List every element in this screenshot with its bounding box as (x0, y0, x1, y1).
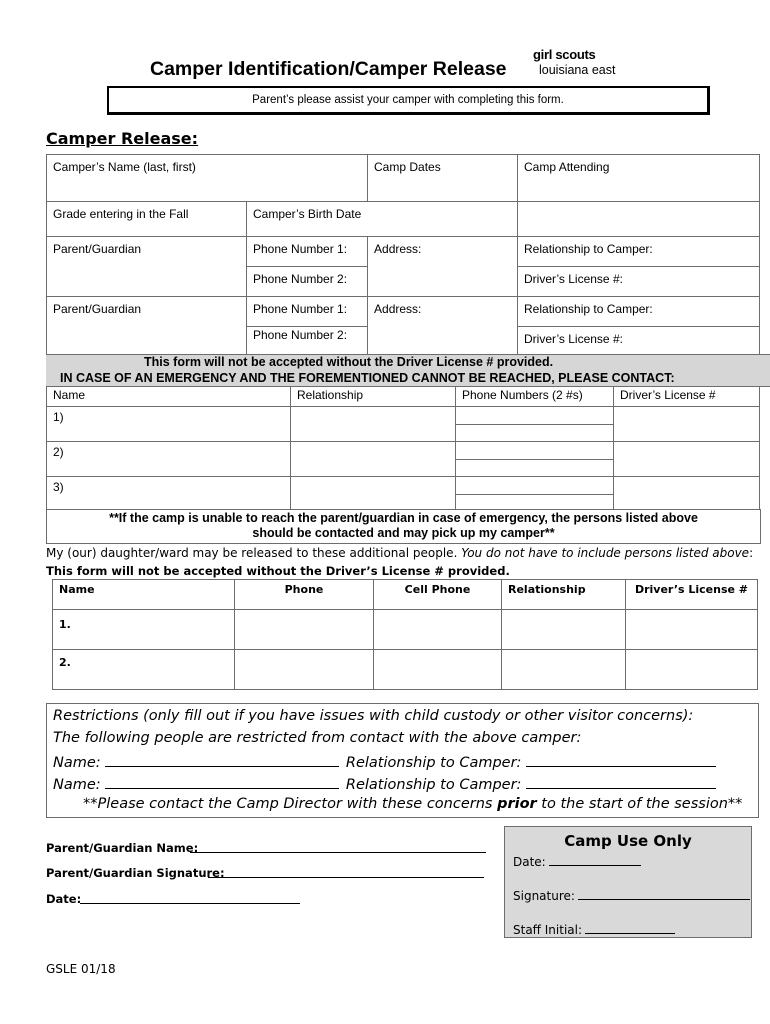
emergency-contact-heading: IN CASE OF AN EMERGENCY AND THE FOREMENTIONED CANNOT BE REACHED, PLEASE CONTACT: (60, 371, 675, 385)
license-notice-bar (46, 354, 770, 387)
p1-relationship-label: Relationship to Camper: (524, 242, 653, 256)
logo-text-girl-scouts: girl scouts (533, 47, 596, 62)
restricted-relationship-2-line[interactable] (526, 774, 716, 789)
parent-signature-line[interactable] (208, 877, 484, 878)
p1-license-label: Driver’s License #: (524, 272, 623, 286)
phone-divider (456, 494, 613, 495)
p2-relationship-field[interactable] (518, 297, 760, 327)
emergency-header-relationship: Relationship (291, 387, 456, 407)
camp-use-title: Camp Use Only (564, 832, 692, 850)
license-required-notice: This form will not be accepted without the Driver License # provided. (144, 355, 554, 369)
campers-name-label: Camper’s Name (last, first) (53, 160, 196, 174)
parent-name-label: Parent/Guardian Name: (46, 841, 199, 855)
p2-license-field[interactable] (518, 327, 760, 355)
emergency-row-1-relationship[interactable] (291, 407, 456, 442)
addl-row-1-name[interactable]: 1. (53, 610, 235, 650)
birth-date-field[interactable] (247, 202, 518, 237)
camp-use-only-box (504, 826, 752, 938)
p2-phone2-label: Phone Number 2: (253, 328, 348, 342)
restrictions-line2: The following people are restricted from contact with the above camper: (53, 730, 582, 746)
addl-header-cell-phone: Cell Phone (374, 580, 502, 610)
camp-use-signature-line[interactable] (578, 887, 750, 900)
grade-field[interactable] (47, 202, 247, 237)
restricted-name-1-line[interactable] (105, 752, 339, 767)
addl-row-1-phone[interactable] (235, 610, 374, 650)
parent-guardian-1-field[interactable] (47, 237, 247, 297)
p1-phone2-label: Phone Number 2: (253, 272, 348, 286)
emergency-row-3-name[interactable]: 3) (47, 477, 291, 510)
addl-header-name: Name (53, 580, 235, 610)
parent-date-line[interactable] (80, 903, 300, 904)
addl-header-relationship: Relationship (502, 580, 626, 610)
addl-row-1-license[interactable] (626, 610, 758, 650)
addl-row-2-cell[interactable] (374, 650, 502, 690)
emergency-note-line1: **If the camp is unable to reach the parent/guardian in case of emergency, the persons listed above (109, 511, 698, 525)
camp-dates-label: Camp Dates (374, 160, 441, 174)
emergency-row-1-phones[interactable] (456, 407, 614, 442)
grade-label: Grade entering in the Fall (53, 207, 189, 221)
emergency-contact-table (46, 386, 760, 510)
addl-row-2-relationship[interactable] (502, 650, 626, 690)
p1-phone1-field[interactable] (247, 237, 368, 267)
girl-scouts-logo (533, 33, 633, 79)
emergency-row-2-license[interactable] (614, 442, 760, 477)
additional-release-italic: You do not have to include persons listed above (461, 546, 750, 560)
p1-phone2-field[interactable] (247, 267, 368, 297)
emergency-row-3-license[interactable] (614, 477, 760, 510)
parent-name-line[interactable] (190, 852, 486, 853)
parent-date-label: Date: (46, 892, 82, 906)
addl-row-2-phone[interactable] (235, 650, 374, 690)
emergency-row-1-name[interactable]: 1) (47, 407, 291, 442)
camper-release-table (46, 154, 760, 355)
birth-date-label: Camper’s Birth Date (253, 207, 362, 221)
camp-use-date-label: Date: (513, 855, 546, 869)
emergency-note-line2: should be contacted and may pick up my camper** (252, 526, 555, 540)
camp-use-signature (513, 887, 750, 903)
restrictions-note-start: **Please contact the Camp Director with these concerns (83, 796, 498, 812)
emergency-row-3-relationship[interactable] (291, 477, 456, 510)
emergency-row-3-phones[interactable] (456, 477, 614, 510)
p2-address-label: Address: (374, 302, 422, 316)
emergency-row-2-relationship[interactable] (291, 442, 456, 477)
restrictions-director-note (83, 796, 742, 812)
camp-use-staff-initial-line[interactable] (585, 921, 675, 934)
additional-release-normal: My (our) daughter/ward may be released to these additional people. (46, 546, 462, 560)
addl-row-1-cell[interactable] (374, 610, 502, 650)
parent-signature-label: Parent/Guardian Signature: (46, 866, 225, 880)
additional-license-requirement: This form will not be accepted without the Driver’s License # provided. (46, 564, 510, 578)
additional-release-table (52, 579, 758, 690)
instructions-box: Parent’s please assist your camper with completing this form. (107, 86, 710, 115)
emergency-header-name: Name (47, 387, 291, 407)
restricted-person-1 (53, 752, 716, 771)
camp-use-signature-label: Signature: (513, 889, 575, 903)
restricted-relationship-1-line[interactable] (526, 752, 716, 767)
camp-use-date-line[interactable] (549, 853, 641, 866)
addl-row-1-relationship[interactable] (502, 610, 626, 650)
p2-phone1-label: Phone Number 1: (253, 302, 348, 316)
camper-release-heading: Camper Release: (46, 129, 199, 148)
p2-address-field[interactable] (368, 297, 518, 355)
emergency-row-1-license[interactable] (614, 407, 760, 442)
camp-attending-field[interactable] (518, 155, 760, 202)
emergency-pickup-note (46, 509, 761, 544)
restricted-relationship-label: Relationship to Camper: (345, 777, 522, 793)
additional-release-colon: : (749, 546, 754, 560)
parent-guardian-1-label: Parent/Guardian (53, 242, 142, 256)
form-code: GSLE 01/18 (46, 962, 116, 976)
p1-license-field[interactable] (518, 267, 760, 297)
camp-use-date (513, 853, 641, 869)
parent-guardian-2-label: Parent/Guardian (53, 302, 142, 316)
emergency-header-license: Driver’s License # (614, 387, 760, 407)
emergency-row-2-phones[interactable] (456, 442, 614, 477)
blank-cell (518, 202, 760, 237)
camp-attending-label: Camp Attending (524, 160, 610, 174)
restricted-name-2-line[interactable] (105, 774, 339, 789)
addl-header-phone: Phone (235, 580, 374, 610)
p1-relationship-field[interactable] (518, 237, 760, 267)
p1-phone1-label: Phone Number 1: (253, 242, 348, 256)
logo-text-council: louisiana east (539, 63, 616, 77)
p2-phone2-field[interactable] (247, 327, 368, 355)
restrictions-note-prior: prior (497, 796, 537, 812)
restricted-person-2 (53, 774, 716, 793)
emergency-header-phone: Phone Numbers (2 #s) (456, 387, 614, 407)
camp-use-staff-initial (513, 921, 675, 937)
p1-address-field[interactable] (368, 237, 518, 297)
restrictions-note-end: to the start of the session** (536, 796, 743, 812)
camp-use-staff-initial-label: Staff Initial: (513, 923, 583, 937)
form-title: Camper Identification/Camper Release (150, 58, 507, 80)
parent-guardian-2-field[interactable] (47, 297, 247, 355)
additional-release-text (46, 546, 753, 560)
camp-dates-field[interactable] (368, 155, 518, 202)
campers-name-field[interactable] (47, 155, 368, 202)
p2-relationship-label: Relationship to Camper: (524, 302, 653, 316)
restrictions-line1: Restrictions (only fill out if you have issues with child custody or other visitor concerns): (53, 708, 694, 724)
restrictions-box (46, 703, 759, 818)
restricted-relationship-label: Relationship to Camper: (345, 755, 522, 771)
addl-row-2-license[interactable] (626, 650, 758, 690)
p2-license-label: Driver’s License #: (524, 332, 623, 346)
addl-header-license: Driver’s License # (626, 580, 758, 610)
p1-address-label: Address: (374, 242, 422, 256)
phone-divider (456, 424, 613, 425)
phone-divider (456, 459, 613, 460)
restricted-name-label: Name: (53, 777, 101, 793)
emergency-row-2-name[interactable]: 2) (47, 442, 291, 477)
restricted-name-label: Name: (53, 755, 101, 771)
p2-phone1-field[interactable] (247, 297, 368, 327)
addl-row-2-name[interactable]: 2. (53, 650, 235, 690)
